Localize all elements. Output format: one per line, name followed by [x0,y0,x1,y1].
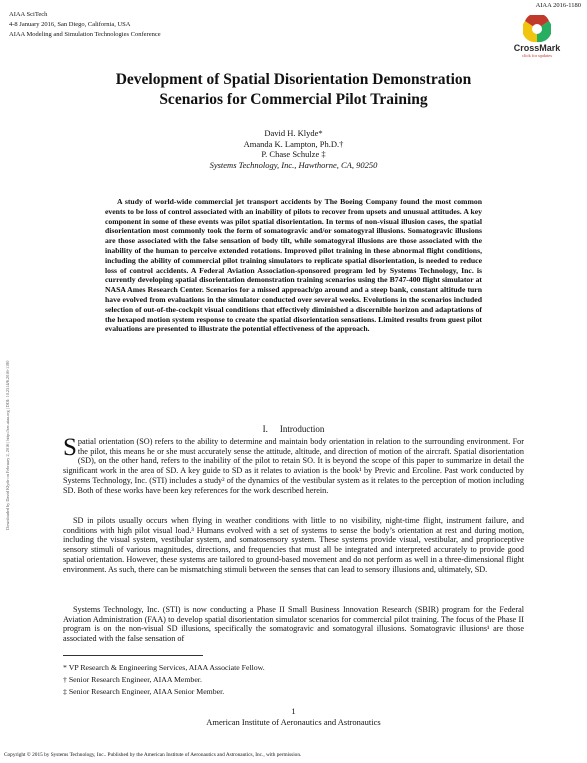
conference-line: 4-8 January 2016, San Diego, California, USA [9,21,131,28]
paper-title-line: Development of Spatial Disorientation Demonstration [115,71,472,88]
author-name: P. Chase Schulze ‡ [261,149,326,159]
paragraph-text: patial orientation (SO) refers to the ability to determine and maintain body orientation in relation to the surrounding environment. For the pilot, this means he or she must accurately sense the attitude, altitude, and direction of motion of the aircraft. Spatial disorientation (SD), on the other hand, refers to the inability of the pilot to retain SO. It is beyond the scope of this paper to summarize in detail the significant work in the area of SD. A key guide to SD as it relates to aviation is the book¹ by Previc and Ercoline. Past work conducted by Systems Technology, Inc. (STI) includes a study² of the dynamics of the vestibular system as it relates to the perception of motion including SD. Both of these works have been key references for the work described herein. [63,437,524,495]
crossmark-icon [523,15,551,43]
crossmark-label: CrossMark [513,43,561,53]
section-heading [0,424,587,434]
author-block [150,128,437,170]
copyright-notice: Copyright © 2015 by Systems Technology, Inc.. Published by the American Institute of Aeronautics and Astronautics, Inc., with permission. [4,752,302,758]
conference-info [9,10,161,40]
drop-cap: S [63,434,77,461]
footnote: † Senior Research Engineer, AIAA Member. [63,675,202,684]
crossmark-badge[interactable] [500,15,574,58]
section-number: I. [262,424,268,434]
download-stamp [0,250,12,530]
footnotes [63,662,524,698]
paper-title-line: Scenarios for Commercial Pilot Training [159,91,428,108]
author-name: David H. Klyde* [264,128,323,138]
footnote: ‡ Senior Research Engineer, AIAA Senior Member. [63,687,225,696]
body-paragraph: SD in pilots usually occurs when flying in weather conditions with little to no visibility, night-time flight, instrument failure, and conditions with high pilot visual load.³ Humans evolved with a set of systems to sense the body’s orientation at rest and during motion, including the visual system, vestibular system, and somatosensory system. These systems provide visual, vestibular, and proprioceptive sensory stimuli of various magnitudes, directions, and frequencies that must all be integrated and interpreted accurately to provide good spatial orientation. However, these systems are tailored to ground-based movement and do not perform as well in a three-dimensional flight environment. As such, there can be mismatching stimuli between the senses that can lead to sensory illusions and, ultimately, SD. [63,516,524,574]
body-paragraph [63,434,524,495]
page-number: 1 [291,706,296,716]
author-name: Amanda K. Lampton, Ph.D.† [243,138,344,149]
author-affiliation: Systems Technology, Inc., Hawthorne, CA, 90250 [209,159,378,170]
footnote: * VP Research & Engineering Services, AIAA Associate Fellow. [63,663,265,672]
conference-line: AIAA SciTech [9,11,48,18]
footnote-divider [63,655,203,656]
section-title: Introduction [279,424,325,434]
abstract: A study of world-wide commercial jet transport accidents by The Boeing Company found the most common events to be loss of control associated with an inability of pilots to recover from upsets and unusual attitudes. A key component in some of these events was pilot spatial disorientation. In terms of non-visual illusion cases, the spatial disorientation most commonly took the form of somatogravic and/or somatogyral illusions. Somatogravic illusions are those associated with the false sensation of body tilt, while somatogyral illusions are those associated with the inability of the human to perceive extended rotations. Improved pilot training in these abnormal flight conditions, including the ability of commercial pilot training simulators to replicate spatial disorientation, is needed to reduce loss of control accidents. A Federal Aviation Association-sponsored program led by Systems Technology, Inc. is currently developing spatial disorientation demonstration training scenarios using the B747-400 flight simulator at NASA Ames Research Center. Scenarios for a missed approach/go around and a steep bank, constant altitude turn have evolved from evaluations in the simulator conducted over several weeks. Evolutions in the scenarios included selection of out-of-the-cockpit visual conditions that effectively diminished a discernible horizon and adaptations of the hexapod motion system response to create the spatial disorientation sensations. Limited results from guest pilot evaluations are presented to illustrate the potential effectiveness of the approach. [105,197,482,334]
conference-line: AIAA Modeling and Simulation Technologies Conference [9,31,161,38]
document-id: AIAA 2016-1180 [535,2,581,9]
publisher-line: American Institute of Aeronautics and Astronautics [206,717,381,727]
body-paragraph: Systems Technology, Inc. (STI) is now conducting a Phase II Small Business Innovation Research (SBIR) program for the Federal Aviation Administration (FAA) to develop spatial disorientation simulator scenarios for commercial pilot training. The focus of the Phase II program is on the non-visual SD illusions, specifically the somatogravic and somatogyral illusions. Somatogravic illusions¹ are those associated with the false sensation of [63,605,524,644]
download-stamp-text: Downloaded by David Klyde on February 2, 2016 | http://arc.aiaa.org | DOI: 10.2514/6.2016-1180 [5,360,10,530]
crossmark-sublabel: click for updates [522,53,552,58]
paper-title [60,70,527,110]
